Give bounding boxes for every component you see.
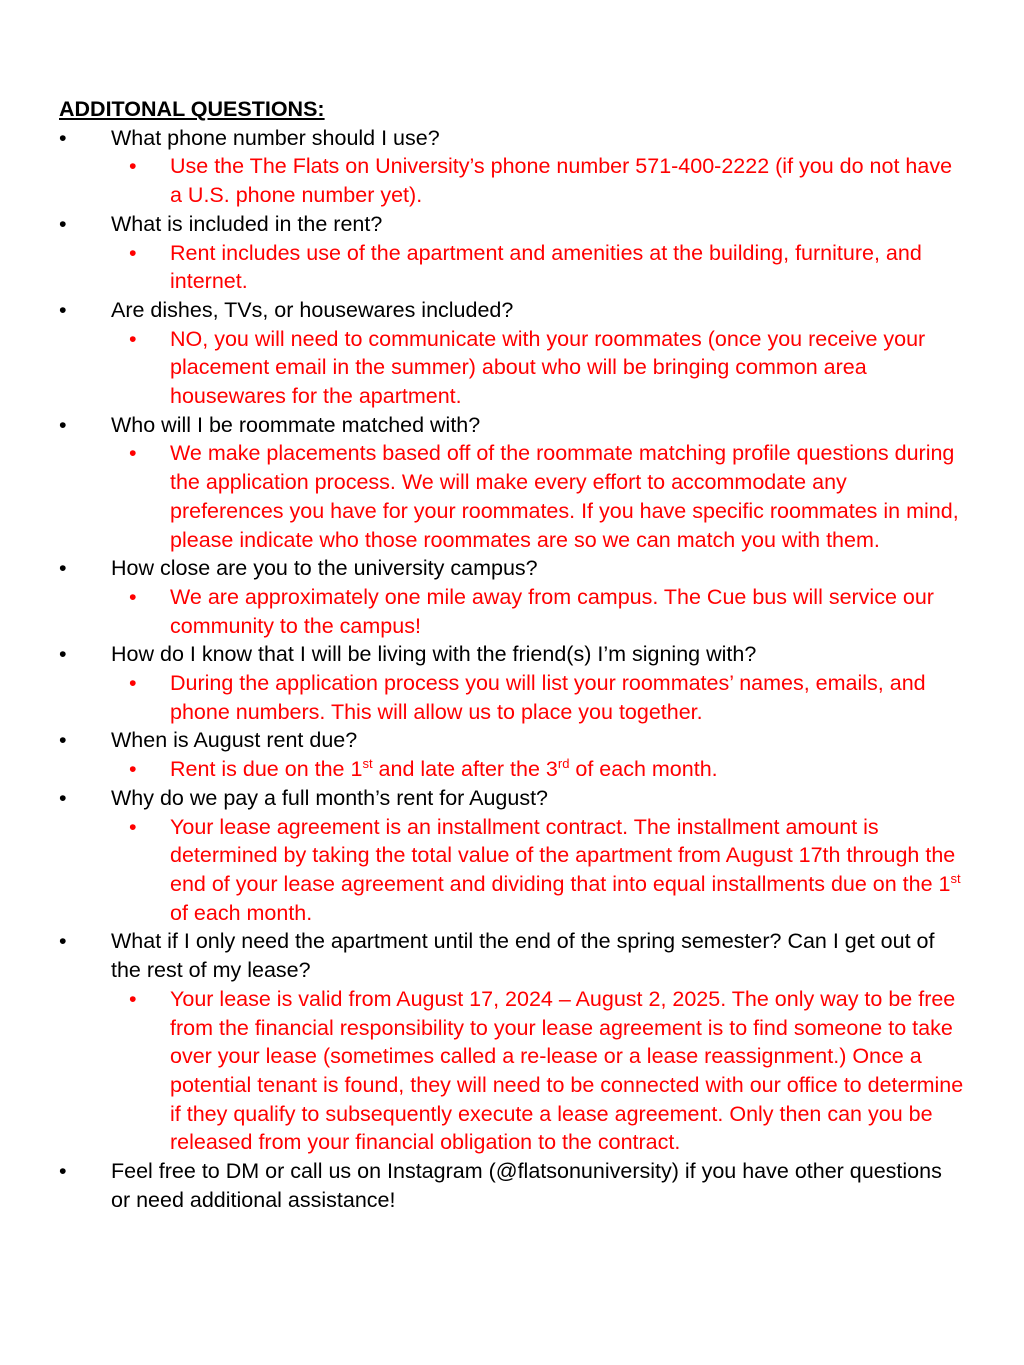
question-text: Why do we pay a full month’s rent for August? bbox=[111, 785, 549, 810]
answer-rent-included bbox=[59, 239, 964, 296]
answer-text-part: Rent is due on the 1 bbox=[170, 757, 363, 782]
question-august-rent-due bbox=[59, 726, 964, 755]
answer-text bbox=[170, 757, 718, 781]
bullet-icon: • bbox=[129, 757, 137, 782]
answer-text: Your lease is valid from August 17, 2024 – August 2, 2025. The only way to be free from the financial responsibility to your lease agreement is to find someone to take over your lease (sometimes called a re-lease or a lease reassignment.) Once a potential tenant is found, they will need to be connected with our office to determine if they qualify to subsequently execute a lease agreement. Only then can you be released from your financial obligation to the contract. bbox=[170, 986, 964, 1155]
answer-text: During the application process you will list your roommates’ names, emails, and phone numbers. This will allow us to place you together. bbox=[170, 671, 926, 724]
question-text: How do I know that I will be living with the friend(s) I’m signing with? bbox=[111, 642, 757, 667]
question-text: What is included in the rent? bbox=[111, 211, 383, 236]
question-housewares bbox=[59, 296, 964, 325]
question-text: What phone number should I use? bbox=[111, 125, 440, 150]
answer-text-part: of each month. bbox=[170, 900, 313, 925]
question-text: How close are you to the university campus? bbox=[111, 556, 538, 581]
bullet-icon: • bbox=[129, 154, 137, 179]
question-phone-number bbox=[59, 124, 964, 153]
question-text: What if I only need the apartment until the end of the spring semester? Can I get out of the rest of my lease? bbox=[111, 929, 935, 983]
answer-text: Use the The Flats on University’s phone number 571-400-2222 (if you do not have a U.S. phone number yet). bbox=[170, 154, 953, 208]
page-title: ADDITONAL QUESTIONS: bbox=[59, 97, 325, 121]
closing-text: Feel free to DM or call us on Instagram (@flatsonuniversity) if you have other questions or need additional assistance! bbox=[111, 1159, 942, 1212]
question-text: Are dishes, TVs, or housewares included? bbox=[111, 297, 514, 322]
answer-text: We are approximately one mile away from campus. The Cue bus will service our community to the campus! bbox=[170, 584, 934, 638]
bullet-icon: • bbox=[59, 211, 67, 236]
faq-document bbox=[59, 95, 964, 1214]
bullet-icon: • bbox=[59, 297, 67, 322]
answer-text-part: and late after the 3 bbox=[372, 757, 558, 782]
bullet-icon: • bbox=[129, 671, 137, 696]
answer-text-part: of each month. bbox=[569, 757, 718, 782]
answer-roommate-match bbox=[59, 439, 964, 554]
answer-full-month-rent bbox=[59, 813, 964, 928]
ordinal-suffix: st bbox=[362, 756, 373, 772]
bullet-icon: • bbox=[129, 814, 137, 839]
closing-note bbox=[59, 1157, 964, 1214]
question-roommate-match bbox=[59, 411, 964, 440]
bullet-icon: • bbox=[129, 326, 137, 351]
bullet-icon: • bbox=[59, 125, 67, 150]
question-text: Who will I be roommate matched with? bbox=[111, 412, 481, 437]
bullet-icon: • bbox=[129, 441, 137, 466]
bullet-icon: • bbox=[59, 728, 67, 753]
question-text: When is August rent due? bbox=[111, 728, 358, 753]
answer-august-rent-due bbox=[59, 755, 964, 784]
question-full-month-rent bbox=[59, 784, 964, 813]
answer-text: We make placements based off of the roommate matching profile questions during the application process. We will make every effort to accommodate any preferences you have for your roommates. If you have specific roommates in mind, please indicate who those roommates are so we can match you with them. bbox=[170, 441, 959, 552]
answer-living-with-friends bbox=[59, 669, 964, 726]
question-living-with-friends bbox=[59, 640, 964, 669]
answer-text: NO, you will need to communicate with your roommates (once you receive your placement email in the summer) about who will be bringing common area housewares for the apartment. bbox=[170, 326, 926, 409]
bullet-icon: • bbox=[59, 642, 67, 667]
answer-housewares bbox=[59, 325, 964, 411]
question-rent-included bbox=[59, 210, 964, 239]
bullet-icon: • bbox=[59, 556, 67, 581]
question-campus-distance bbox=[59, 554, 964, 583]
ordinal-suffix: st bbox=[950, 870, 961, 886]
ordinal-suffix: rd bbox=[557, 756, 570, 772]
answer-phone-number bbox=[59, 152, 964, 209]
bullet-icon: • bbox=[59, 929, 67, 954]
bullet-icon: • bbox=[59, 412, 67, 437]
bullet-icon: • bbox=[129, 584, 137, 609]
answer-early-lease-exit bbox=[59, 985, 964, 1157]
bullet-icon: • bbox=[59, 785, 67, 810]
bullet-icon: • bbox=[59, 1159, 67, 1184]
answer-campus-distance bbox=[59, 583, 964, 640]
answer-text-part: Your lease agreement is an installment contract. The installment amount is determined by taking the total value of the apartment from August 17th through the end of your lease agreement and dividing that into equal installments due on the 1 bbox=[170, 814, 956, 896]
bullet-icon: • bbox=[129, 986, 137, 1011]
question-early-lease-exit bbox=[59, 927, 964, 984]
answer-text bbox=[170, 815, 961, 925]
bullet-icon: • bbox=[129, 240, 137, 265]
answer-text: Rent includes use of the apartment and amenities at the building, furniture, and internet. bbox=[170, 240, 922, 294]
